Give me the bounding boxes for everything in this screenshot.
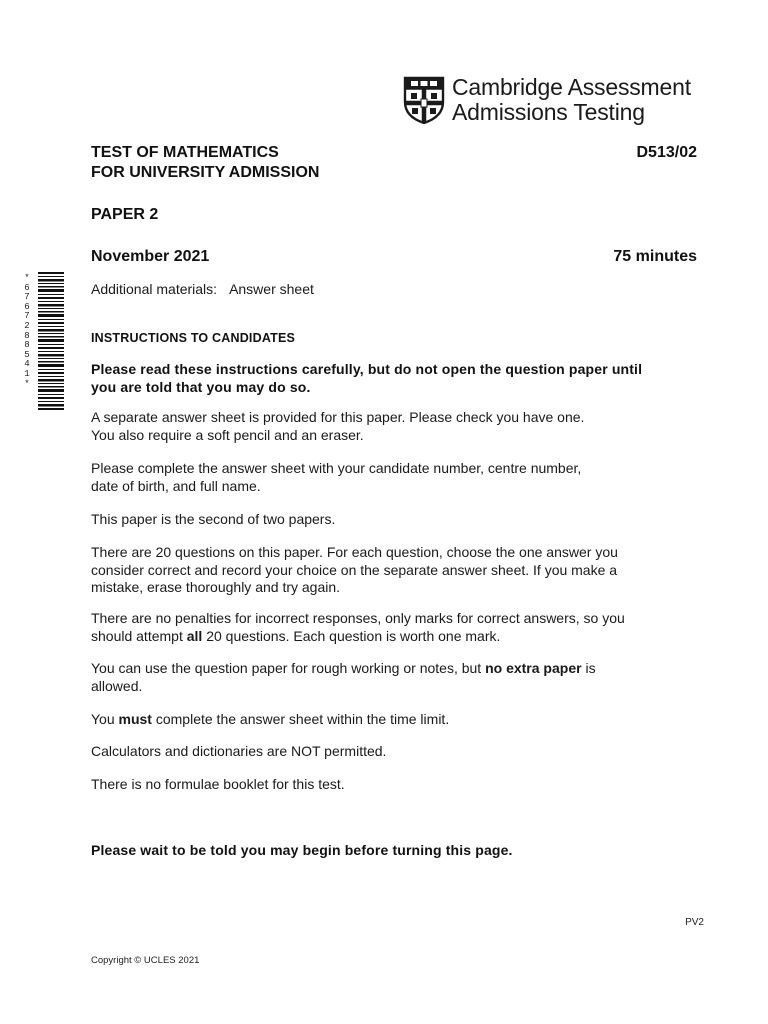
penalties-text-a: should attempt: [91, 627, 187, 644]
test-title-line2: FOR UNIVERSITY ADMISSION: [91, 164, 320, 181]
time-limit-text-c: complete the answer sheet within the time limit.: [151, 711, 450, 727]
cambridge-logo: [403, 74, 703, 126]
instruction-time-limit: [91, 711, 449, 729]
instruction-penalties-line1: There are no penalties for incorrect responses, only marks for correct answers, so you: [91, 610, 625, 626]
additional-materials: [91, 281, 314, 299]
instruction-questions-line3: mistake, erase thoroughly and try again.: [91, 579, 341, 595]
instruction-second-paper: This paper is the second of two papers.: [91, 511, 336, 527]
test-title-line1: TEST OF MATHEMATICS: [91, 144, 279, 161]
instruction-questions-line2: consider correct and record your choice on the separate answer sheet. If you make a: [91, 561, 618, 578]
copyright: Copyright © UCLES 2021: [91, 955, 200, 966]
rough-work-text-c: is: [581, 660, 596, 676]
materials-label: Additional materials:: [91, 281, 218, 297]
exam-date: November 2021: [91, 248, 210, 265]
cambridge-shield-icon: [403, 76, 445, 124]
instruction-calculators: Calculators and dictionaries are NOT permitted.: [91, 743, 387, 759]
instruction-formulae: There is no formulae booklet for this test.: [91, 776, 345, 792]
instruction-answer-sheet-line1: A separate answer sheet is provided for this paper. Please check you have one.: [91, 409, 585, 425]
instruction-penalties-line2: [91, 628, 500, 646]
barcode-number: * 6 7 6 7 2 8 8 5 4 1 *: [24, 273, 30, 389]
penalties-text-bold: all: [186, 627, 203, 644]
paper-number: PAPER 2: [91, 206, 159, 223]
time-limit-text-bold: must: [118, 711, 152, 727]
instruction-rough-work-line1: [91, 660, 596, 678]
paper-code: D513/02: [636, 144, 697, 161]
exam-duration: 75 minutes: [613, 248, 697, 265]
instruction-answer-sheet-line2: You also require a soft pencil and an eraser.: [91, 426, 364, 443]
materials-value: Answer sheet: [229, 281, 314, 297]
instructions-title: INSTRUCTIONS TO CANDIDATES: [91, 331, 296, 345]
org-name-line1: Cambridge Assessment: [452, 74, 691, 100]
time-limit-text-a: You: [91, 711, 119, 727]
rough-work-text-bold: no extra paper: [485, 660, 582, 676]
rough-work-text-a: You can use the question paper for rough working or notes, but: [91, 660, 486, 676]
notice-line1: Please read these instructions carefully, but do not open the question paper until: [91, 361, 643, 377]
instruction-complete-line2: date of birth, and full name.: [91, 477, 261, 494]
instruction-complete-line1: Please complete the answer sheet with your candidate number, centre number,: [91, 460, 582, 476]
instruction-questions-line1: There are 20 questions on this paper. For each question, choose the one answer you: [91, 544, 618, 560]
wait-notice: Please wait to be told you may begin before turning this page.: [91, 842, 513, 858]
org-name-line2: Admissions Testing: [452, 99, 645, 125]
instruction-rough-work-line2: allowed.: [91, 677, 143, 694]
penalties-text-c: 20 questions. Each question is worth one mark.: [202, 627, 501, 644]
notice-line2: you are told that you may do so.: [91, 378, 311, 395]
page-version: PV2: [685, 917, 704, 928]
